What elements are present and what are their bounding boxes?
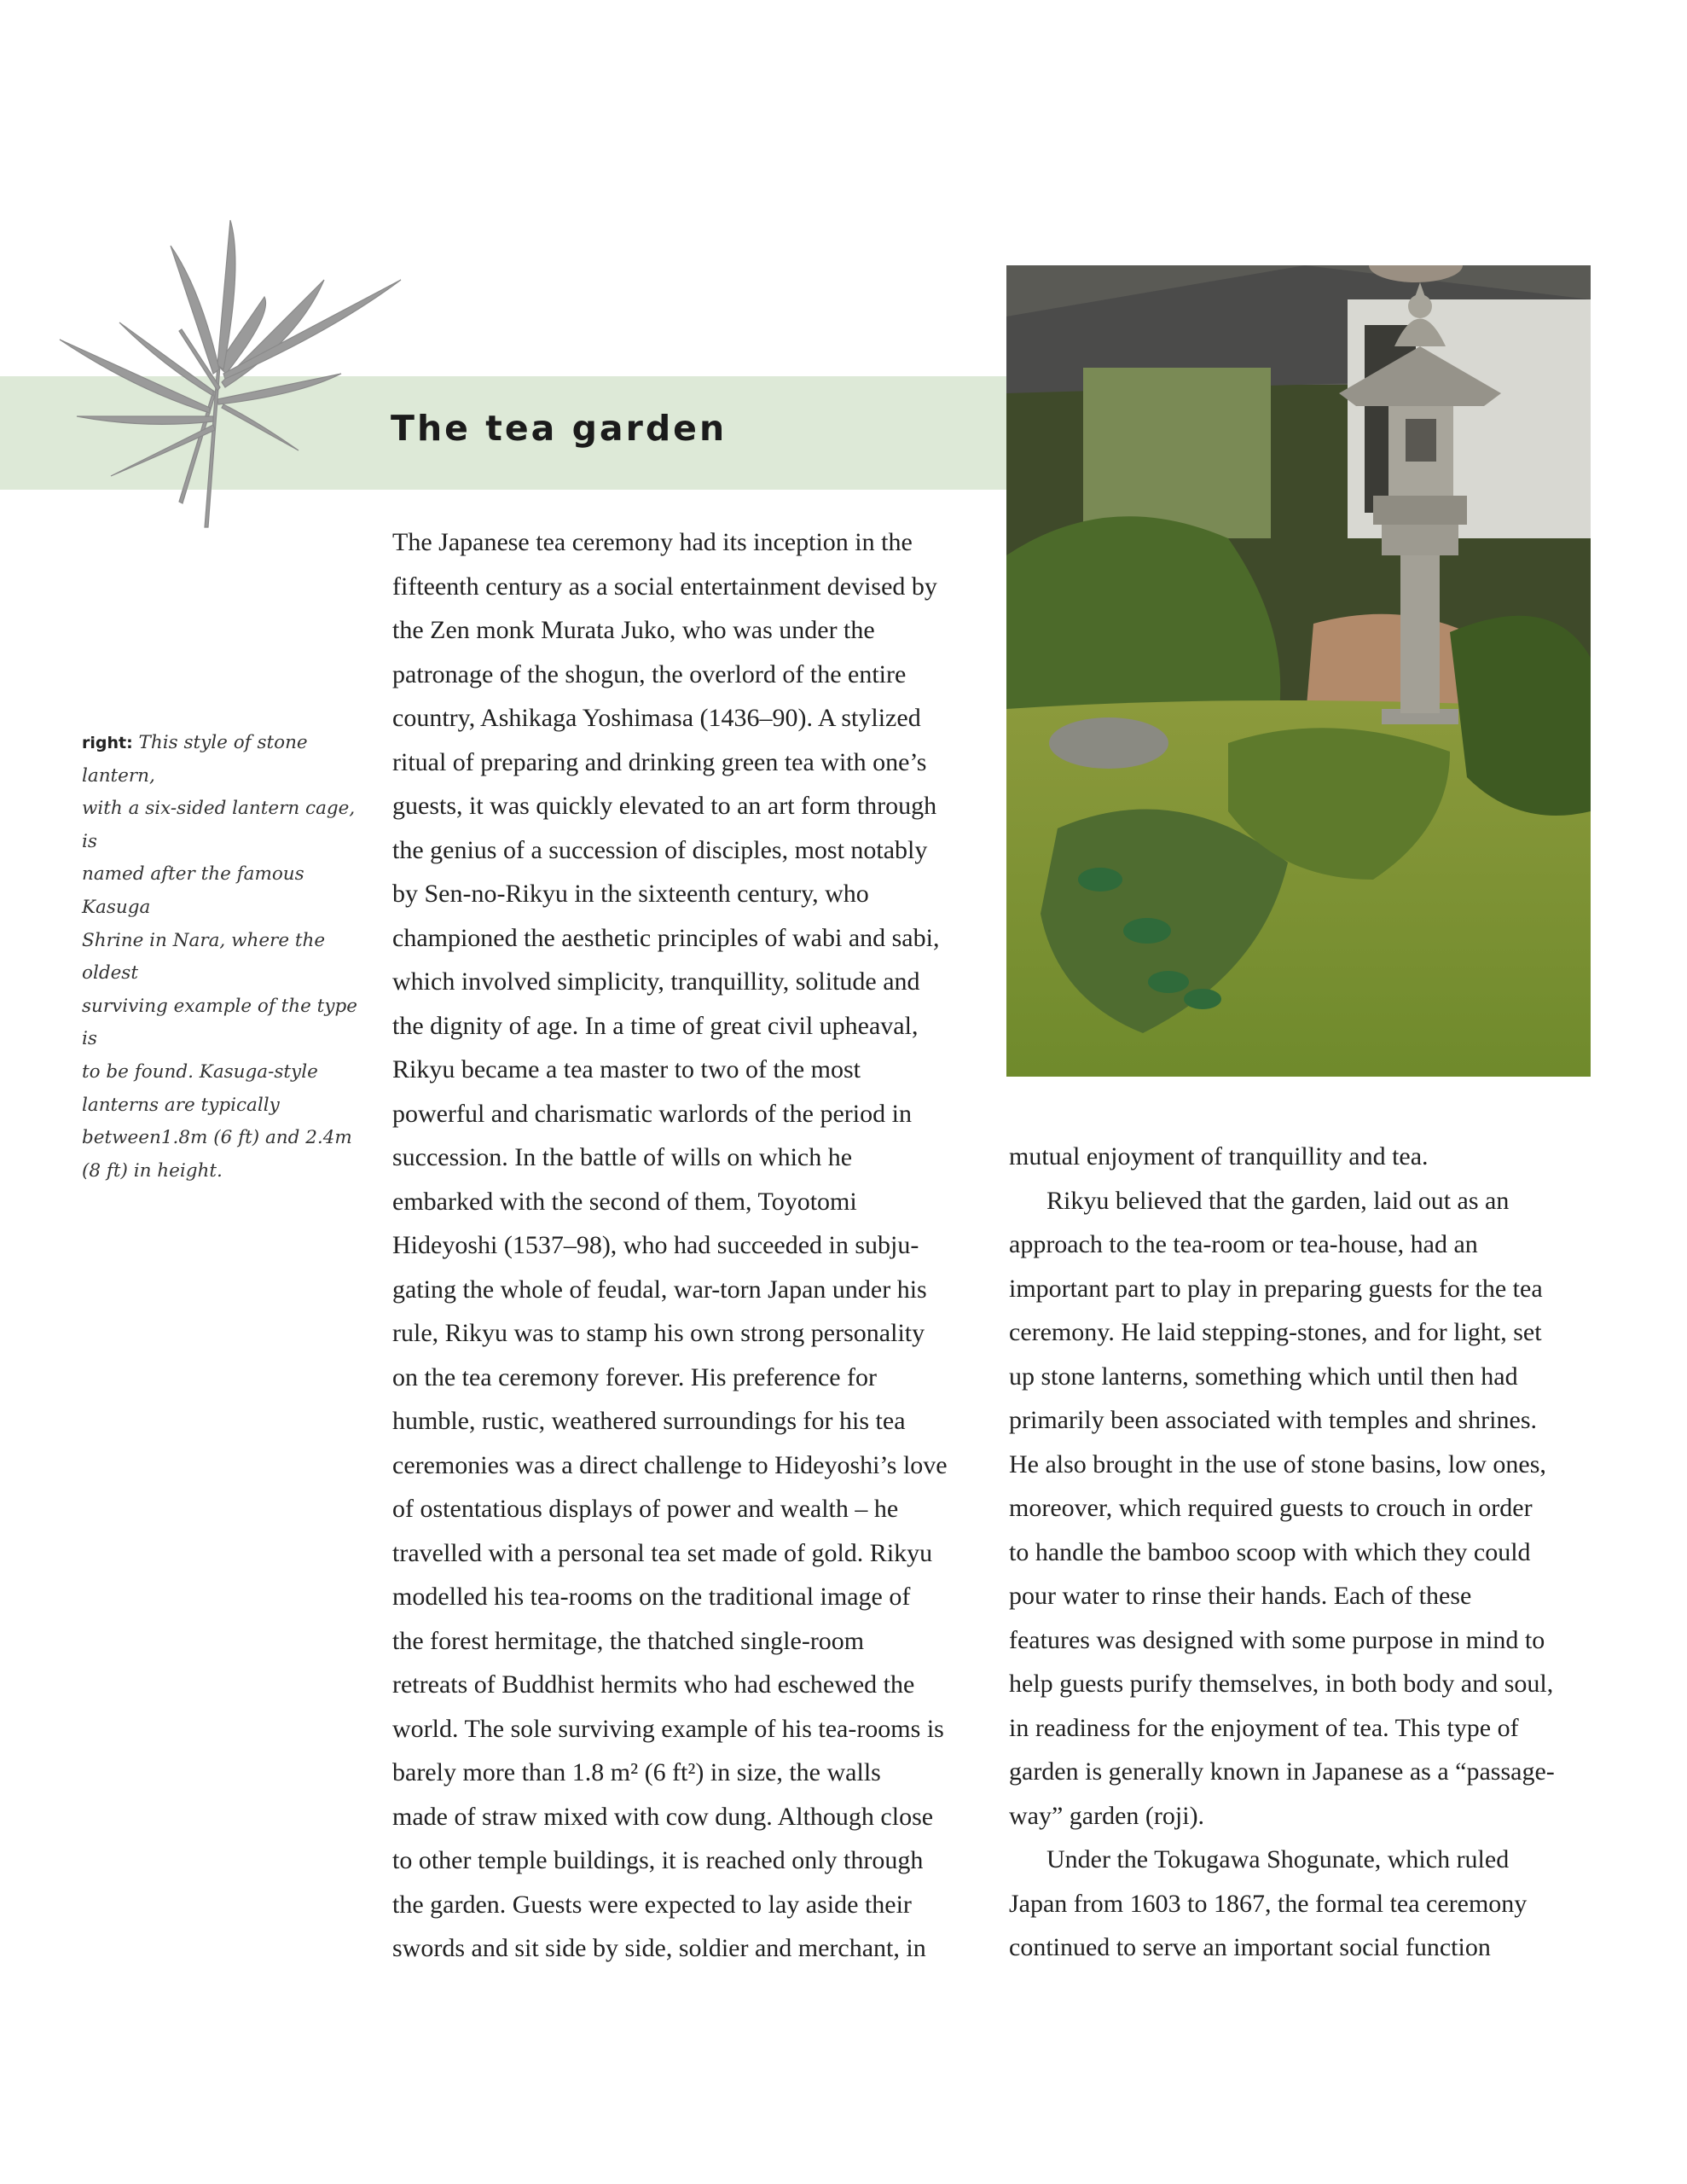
body-line: Rikyu believed that the garden, laid out as an: [1046, 1186, 1510, 1215]
body-line: moreover, which required guests to crouch in order: [1009, 1494, 1533, 1522]
caption-text: with a six-sided lantern cage, is: [82, 798, 356, 852]
bamboo-illustration: [43, 195, 409, 536]
body-line: to other temple buildings, it is reached only through: [392, 1846, 924, 1874]
body-line: modelled his tea-rooms on the traditional image of: [392, 1583, 911, 1611]
body-line: the forest hermitage, the thatched single-room: [392, 1626, 865, 1655]
body-line: gating the whole of feudal, war-torn Japan under his: [392, 1275, 927, 1304]
body-line: Japan from 1603 to 1867, the formal tea ceremony: [1009, 1889, 1528, 1918]
body-line: garden is generally known in Japanese as a “passage-: [1009, 1757, 1555, 1786]
body-line: swords and sit side by side, soldier and merchant, in: [392, 1934, 926, 1962]
body-line: help guests purify themselves, in both body and soul,: [1009, 1670, 1554, 1698]
body-line: which involved simplicity, tranquillity, solitude and: [392, 967, 920, 996]
body-line: fifteenth century as a social entertainment devised by: [392, 572, 937, 601]
caption-text: This style of stone lantern,: [82, 732, 308, 787]
body-column-2: [1009, 1135, 1597, 1970]
body-line: guests, it was quickly elevated to an art form through: [392, 792, 937, 820]
body-line: championed the aesthetic principles of wabi and sabi,: [392, 923, 940, 952]
body-line: humble, rustic, weathered surroundings for his tea: [392, 1407, 906, 1435]
caption-text: (8 ft) in height.: [82, 1159, 223, 1182]
body-line: rule, Rikyu was to stamp his own strong personality: [392, 1319, 925, 1347]
body-line: ceremony. He laid stepping-stones, and for light, set: [1009, 1318, 1542, 1346]
caption-text: named after the famous Kasuga: [82, 863, 304, 918]
body-line: important part to play in preparing guests for the tea: [1009, 1274, 1543, 1303]
body-line: country, Ashikaga Yoshimasa (1436–90). A stylized: [392, 704, 921, 732]
body-line: pour water to rinse their hands. Each of these: [1009, 1582, 1472, 1610]
body-line: made of straw mixed with cow dung. Although close: [392, 1802, 934, 1831]
body-line: powerful and charismatic warlords of the period in: [392, 1099, 912, 1128]
stone-lantern-photo: [1006, 265, 1591, 1077]
body-line: Rikyu became a tea master to two of the most: [392, 1055, 861, 1083]
body-line: features was designed with some purpose in mind to: [1009, 1625, 1545, 1654]
body-line: primarily been associated with temples and shrines.: [1009, 1406, 1537, 1434]
body-line: the dignity of age. In a time of great civil upheaval,: [392, 1011, 919, 1040]
page-title: The tea garden: [391, 408, 728, 449]
caption-lead: right:: [82, 734, 133, 752]
body-line: Hideyoshi (1537–98), who had succeeded in subju-: [392, 1231, 919, 1259]
caption-text: surviving example of the type is: [82, 995, 357, 1050]
body-line: up stone lanterns, something which until then had: [1009, 1362, 1518, 1391]
body-line: continued to serve an important social function: [1009, 1933, 1491, 1961]
body-line: retreats of Buddhist hermits who had eschewed the: [392, 1670, 915, 1699]
body-line: mutual enjoyment of tranquillity and tea.: [1009, 1142, 1429, 1170]
body-line: barely more than 1.8 m² (6 ft²) in size, the walls: [392, 1758, 881, 1786]
body-line: He also brought in the use of stone basins, low ones,: [1009, 1449, 1546, 1478]
body-line: by Sen-no-Rikyu in the sixteenth century, who: [392, 880, 869, 908]
body-line: Under the Tokugawa Shogunate, which ruled: [1046, 1845, 1510, 1873]
caption-text: between1.8m (6 ft) and 2.4m: [82, 1127, 352, 1149]
body-line: of ostentatious displays of power and wealth – he: [392, 1495, 899, 1523]
body-line: to handle the bamboo scoop with which they could: [1009, 1537, 1531, 1566]
body-line: ritual of preparing and drinking green tea with one’s: [392, 747, 927, 776]
body-line: the Zen monk Murata Juko, who was under the: [392, 616, 875, 644]
body-line: the garden. Guests were expected to lay aside their: [392, 1890, 912, 1919]
body-line: patronage of the shogun, the overlord of the entire: [392, 659, 907, 688]
body-line: world. The sole surviving example of his tea-rooms is: [392, 1714, 944, 1743]
body-line: ceremonies was a direct challenge to Hideyoshi’s love: [392, 1450, 948, 1479]
body-line: embarked with the second of them, Toyotomi: [392, 1187, 857, 1216]
caption-text: lanterns are typically: [82, 1094, 280, 1116]
body-line: way” garden (roji).: [1009, 1801, 1205, 1830]
body-line: succession. In the battle of wills on which he: [392, 1143, 853, 1171]
body-line: The Japanese tea ceremony had its inception in the: [392, 528, 913, 556]
body-column-1: [392, 520, 981, 1971]
body-line: on the tea ceremony forever. His preference for: [392, 1362, 878, 1391]
body-line: the genius of a succession of disciples, most notably: [392, 835, 928, 864]
body-line: in readiness for the enjoyment of tea. This type of: [1009, 1713, 1519, 1742]
body-line: approach to the tea-room or tea-house, had an: [1009, 1230, 1478, 1258]
caption-text: Shrine in Nara, where the oldest: [82, 929, 326, 985]
caption-text: to be found. Kasuga-style: [82, 1060, 318, 1083]
body-line: travelled with a personal tea set made of gold. Rikyu: [392, 1538, 933, 1567]
photo-caption: [82, 727, 368, 1188]
